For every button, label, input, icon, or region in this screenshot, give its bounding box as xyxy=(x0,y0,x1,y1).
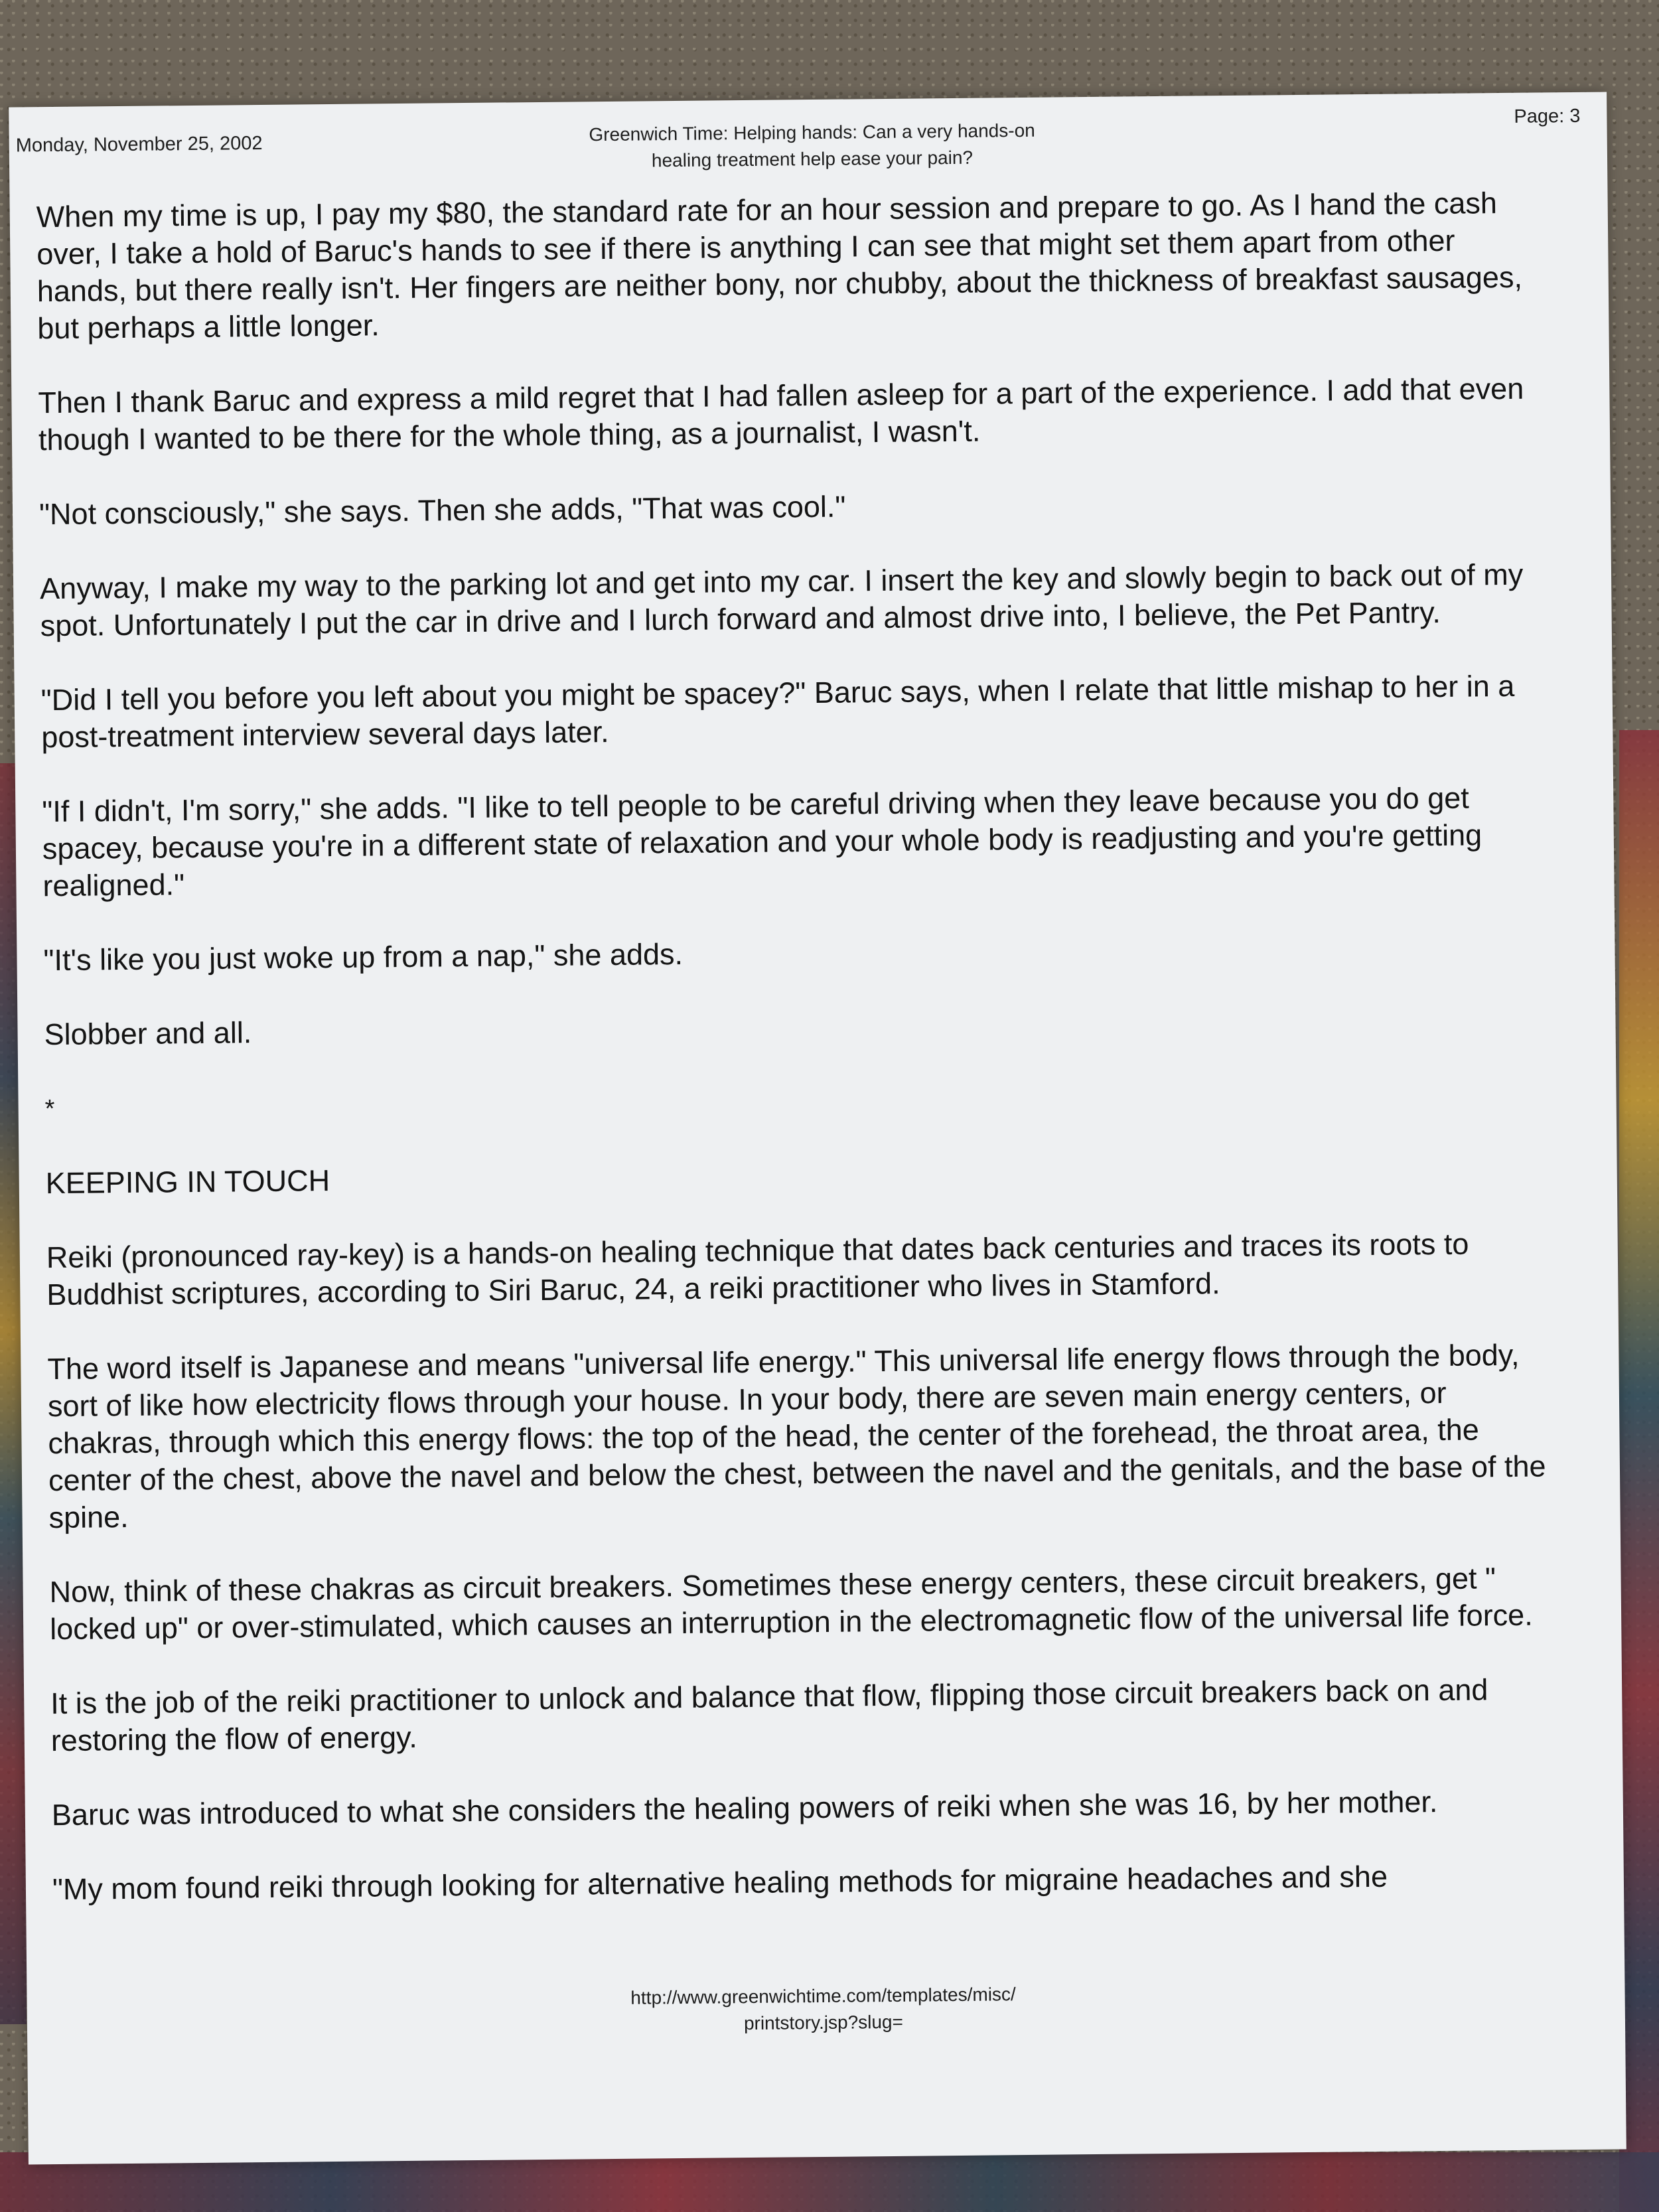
article-paragraph: "It's like you just woke up from a nap," she adds. xyxy=(43,936,684,978)
article-paragraph: It is the job of the reiki practitioner to unlock and balance that flow, flipping those circuit breakers back on and restoring the flow of energy. xyxy=(50,1672,1488,1758)
article-paragraph: Reiki (pronounced ray-key) is a hands-on healing technique that dates back centuries and traces its roots to Buddhist scriptures, according to Siri Baruc, 24, a reiki practitioner who lives in Stamford. xyxy=(46,1226,1469,1312)
section-heading: KEEPING IN TOUCH xyxy=(45,1163,330,1201)
article-paragraph: When my time is up, I pay my $80, the standard rate for an hour session and prepare to go. As I hand the cash over, I take a hold of Baruc's hands to see if there is anything I can see that might set them apart from other hands, but there really isn't. Her fingers are neither bony, nor chubby, about the thickness of breakfast sausages, but perhaps a little longer. xyxy=(36,186,1523,346)
printed-page xyxy=(9,92,1626,2165)
page-number: Page: 3 xyxy=(1514,105,1581,127)
article-paragraph: Slobber and all. xyxy=(44,1015,252,1052)
print-date: Monday, November 25, 2002 xyxy=(15,132,263,157)
article-paragraph: Now, think of these chakras as circuit breakers. Sometimes these energy centers, these circuit breakers, get " locked up" or over-stimulated, which causes an interruption in the electromagnetic flow of the universal life force. xyxy=(49,1561,1533,1647)
print-footer-url xyxy=(491,1980,1155,2039)
article-paragraph: Anyway, I make my way to the parking lot and get into my car. I insert the key and slowly begin to back out of my spot. Unfortunately I put the car in drive and I lurch forward and almost drive into, I believe, the Pet Pantry. xyxy=(39,557,1524,643)
rug-edge-right xyxy=(1619,730,1659,2212)
article-paragraph: Then I thank Baruc and express a mild regret that I had fallen asleep for a part of the experience. I add that even though I wanted to be there for the whole thing, as a journalist, I wasn't. xyxy=(38,371,1524,457)
article-paragraph: "If I didn't, I'm sorry," she adds. "I like to tell people to be careful driving when they leave because you do get spacey, because you're in a different state of relaxation and your whole body is readjusting and you're getting realigned." xyxy=(42,780,1482,903)
article-paragraph: The word itself is Japanese and means "universal life energy." This universal life energy flows through the body, sort of like how electricity flows through your house. In your body, there are seven main energy centers, or chakras, through which this energy flows: the top of the head, the center of the forehead, the throat area, the center of the chest, above the navel and below the chest, between the navel and the genitals, and the base of the spine. xyxy=(47,1337,1546,1535)
article-body xyxy=(36,184,1552,1946)
article-paragraph: "My mom found reiki through looking for alternative healing methods for migraine headaches and she xyxy=(52,1859,1388,1907)
header-title-line-2: healing treatment help ease your pain? xyxy=(651,147,974,171)
header-title-line-1: Greenwich Time: Helping hands: Can a very hands-on xyxy=(589,119,1035,145)
article-paragraph: "Not consciously," she says. Then she adds, "That was cool." xyxy=(38,489,846,532)
print-header-title xyxy=(506,117,1118,176)
footer-url-line-2: printstory.jsp?slug= xyxy=(743,2011,904,2034)
article-paragraph: "Did I tell you before you left about you might be spacey?" Baruc says, when I relate that little mishap to her in a post-treatment interview several days later. xyxy=(40,668,1515,755)
section-separator: * xyxy=(44,1095,55,1124)
article-paragraph: Baruc was introduced to what she considers the healing powers of reiki when she was 16, by her mother. xyxy=(51,1785,1438,1832)
footer-url-line-1: http://www.greenwichtime.com/templates/misc/ xyxy=(630,1984,1016,2008)
